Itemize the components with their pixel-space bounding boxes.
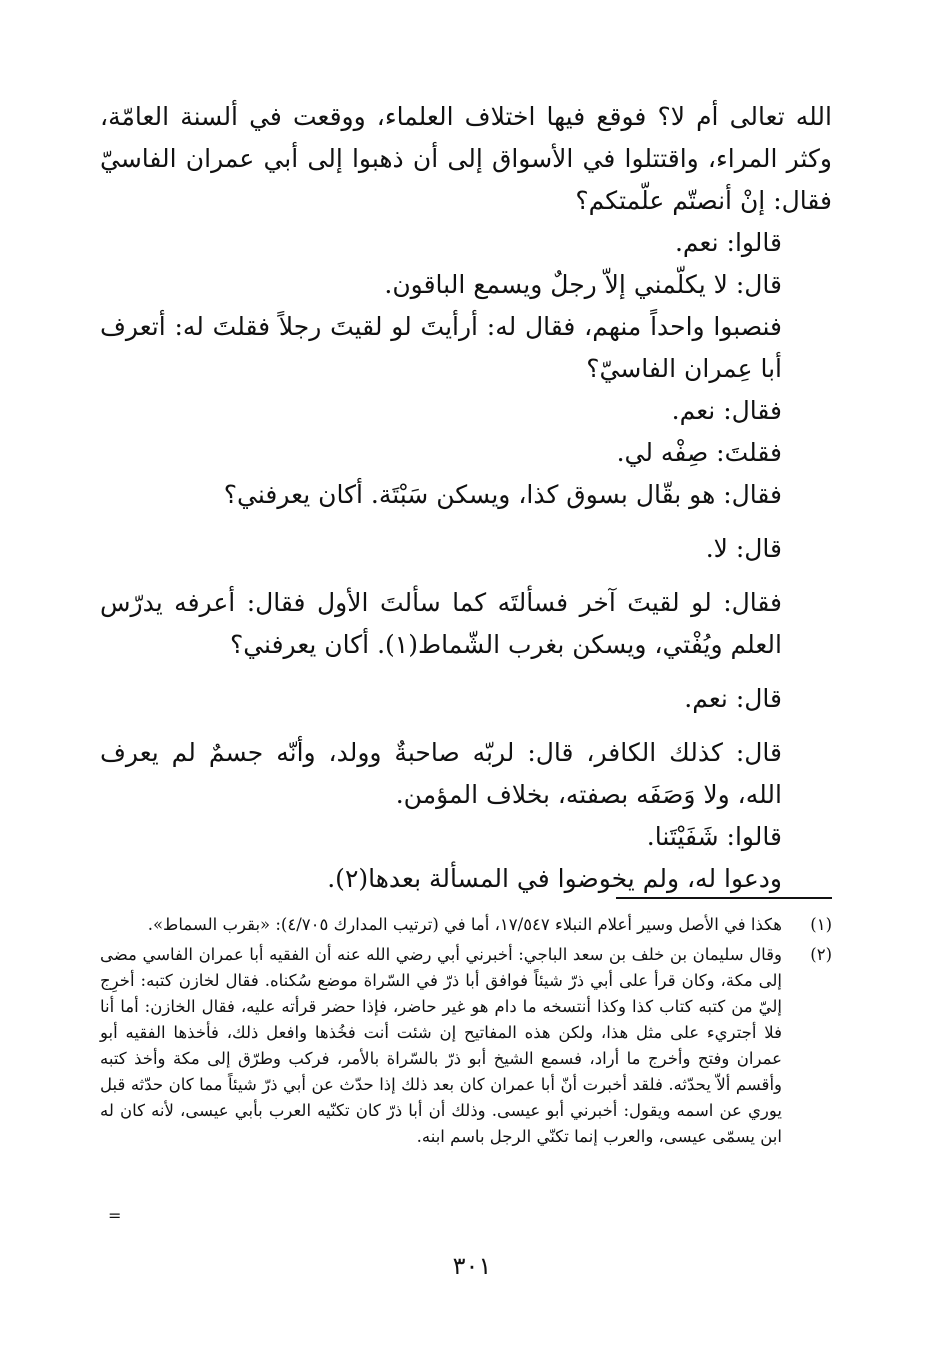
paragraph: الله تعالى أم لا؟ فوقع فيها اختلاف العلماء، ووقعت في ألسنة العامّة، وكثر المراء، واقتتلوا في الأسواق إلى أن ذهبوا إلى أبي عمران الفاسيّ فقال: إنْ أنصتّم علّمتكم؟ bbox=[100, 102, 832, 215]
paragraph: قالوا: نعم. bbox=[674, 228, 782, 257]
footnotes bbox=[100, 912, 832, 1154]
footnote-number: (١) bbox=[810, 915, 832, 934]
paragraph: فقال: لو لقيتَ آخر فسألتَه كما سألتَ الأول فقال: أعرفه يدرّس العلم ويُفْتي، ويسكن بغرب الشّماط(١). أكان يعرفني؟ bbox=[100, 588, 782, 659]
paragraph: قال: نعم. bbox=[684, 684, 782, 713]
footnote bbox=[100, 912, 832, 938]
footnote-number: (٢) bbox=[810, 945, 832, 964]
footnote bbox=[100, 942, 832, 1150]
footnote-separator bbox=[616, 897, 832, 899]
paragraph: فقلتَ: صِفْه لي. bbox=[616, 438, 782, 467]
page-number: ٣٠١ bbox=[452, 1252, 492, 1280]
paragraph: قال: كذلك الكافر، قال: لربّه صاحبةٌ وولد، وأنّه جسمٌ لم يعرف الله، ولا وَصَفَه بصفته، بخلاف المؤمن. bbox=[100, 738, 782, 809]
paragraph: فقال: نعم. bbox=[671, 396, 782, 425]
paragraph: ودعوا له، ولم يخوضوا في المسألة بعدها(٢). bbox=[327, 864, 782, 893]
paragraph: قال: لا يكلّمني إلاّ رجلٌ ويسمع الباقون. bbox=[384, 270, 782, 299]
footnote-text: وقال سليمان بن خلف بن سعد الباجي: أخبرني أبي رضي الله عنه أن الفقيه أبا عمران الفاسي مضى إلى مكة، وكان قرأ على أبي ذرّ شيئاً فوافق أبا ذرّ في السّراة موضع سُكناه. فقال لخازن كتبه: أخرِج إليّ من كتبه كتاب كذا وكذا أنتسخه ما دام هو غير حاضر، فإذا حضر قرأته عليه، فقال الخازن: أما أنا فلا أجتريء على مثل هذا، ولكن هذه المفاتيح إن شئت أنت فخُذها وافعل ذلك، فأخذها الفقيه أبو عمران وفتح وأخرج ما أراد، فسمع الشيخ أبو ذرّ بالسّراة بالأمر، فركب وطرّق إلى مكة وأخذ كتبه وأقسم ألاّ يحدّثه. فلقد أخبرت أنّ أبا عمران كان بعد ذلك إذا حدّث عن أبي ذرّ شيئاً مما كان حدّثه قبل يوري عن اسمه ويقول: أخبرني أبو عيسى. وذلك أن أبا ذرّ كان تكنّيه العرب بأبي عيسى، لأنه كان له ابن يسمّى عيسى، والعرب إنما تكنّي الرجل باسم ابنه. bbox=[100, 945, 782, 1146]
paragraph: فقال: هو بقّال بسوق كذا، ويسكن سَبْتَة. أكان يعرفني؟ bbox=[223, 480, 782, 509]
continuation-mark: = bbox=[108, 1206, 122, 1225]
paragraph: قالوا: شَفَيْتَنا. bbox=[646, 822, 782, 851]
main-text bbox=[100, 96, 832, 900]
paragraph: فنصبوا واحداً منهم، فقال له: أرأيتَ لو لقيتَ رجلاً فقلتَ له: أتعرف أبا عِمران الفاسيّ؟ bbox=[100, 312, 782, 383]
paragraph: قال: لا. bbox=[705, 534, 782, 563]
footnote-text: هكذا في الأصل وسير أعلام النبلاء ١٧/٥٤٧، أما في (ترتيب المدارك ٤/٧٠٥): «بقرب السماط». bbox=[147, 915, 782, 934]
